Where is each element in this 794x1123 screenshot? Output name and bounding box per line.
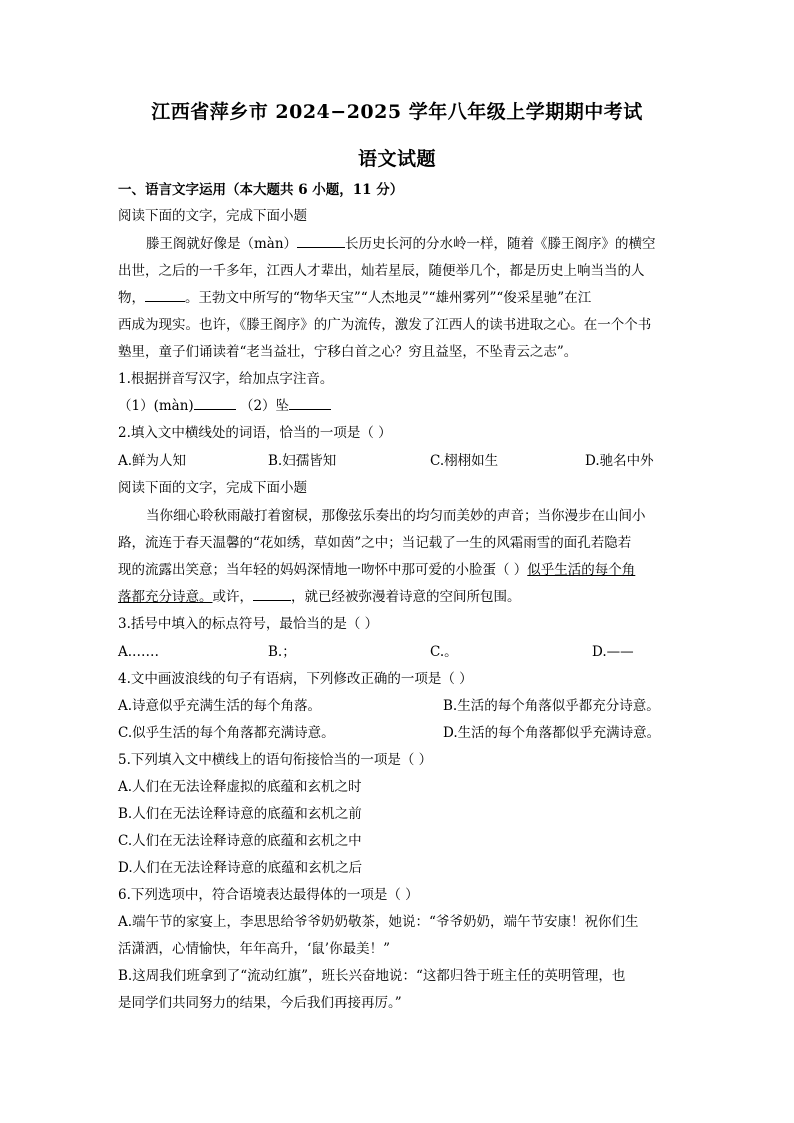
q6-option-a-line2: 活潇洒，心情愉快，年年高升，‘鼠’你最美！” bbox=[118, 941, 390, 957]
q5-option-b: B.人们在无法诠释诗意的底蕴和玄机之前 bbox=[118, 806, 362, 822]
passage1-line3-a: 物， bbox=[118, 290, 145, 306]
passage2-line4 bbox=[118, 588, 678, 606]
passage1-line2: 出世，之后的一千多年，江西人才辈出，灿若星辰，随便举几个，都是历史上响当当的人 bbox=[118, 263, 645, 279]
wavy-underlined-sentence-part1: 似乎生活的每个角 bbox=[527, 562, 636, 578]
passage2-line1: 当你细心聆秋雨敲打着窗棂，那像弦乐奏出的均匀而美妙的声音；当你漫步在山间小 bbox=[146, 508, 646, 524]
passage2-line4-c: ，就已经被弥漫着诗意的空间所包围。 bbox=[291, 589, 521, 605]
q4-option-c: C.似乎生活的每个角落都充满诗意。 bbox=[118, 725, 335, 741]
q5-option-c: C.人们在无法诠释诗意的底蕴和玄机之中 bbox=[118, 833, 362, 849]
q2-option-c: C.栩栩如生 bbox=[430, 453, 499, 469]
passage1-line1 bbox=[146, 235, 678, 253]
wavy-underlined-sentence-part2: 落都充分诗意。 bbox=[118, 589, 213, 605]
q3-option-a: A.…… bbox=[118, 644, 160, 660]
q6-option-a-line1: A.端午节的家宴上，李思思给爷爷奶奶敬茶，她说：“爷爷奶奶，端午节安康！祝你们生 bbox=[118, 914, 639, 930]
q2-option-b: B.妇孺皆知 bbox=[268, 453, 337, 469]
question-6: 6.下列选项中，符合语境表达最得体的一项是（ ） bbox=[118, 887, 419, 903]
reading-instruction-2: 阅读下面的文字，完成下面小题 bbox=[118, 480, 307, 496]
fill-blank bbox=[253, 588, 291, 601]
passage1-line5: 塾里，童子们诵读着“老当益壮，宁移白首之心？穷且益坚，不坠青云之志”。 bbox=[118, 344, 578, 360]
answer-blank bbox=[289, 397, 331, 410]
passage2-line4-b: 或许， bbox=[212, 589, 253, 605]
passage2-line3 bbox=[118, 561, 678, 579]
q3-option-c: C.。 bbox=[430, 644, 458, 660]
q6-option-b-line1: B.这周我们班拿到了“流动红旗”，班长兴奋地说：“这都归咎于班主任的英明管理，也 bbox=[118, 968, 626, 984]
q1-part1-label: （1）(màn) bbox=[118, 398, 194, 414]
exam-title: 江西省萍乡市 2024−2025 学年八年级上学期期中考试 bbox=[151, 101, 643, 123]
passage2-line2: 路，流连于春天温馨的“花如绣，草如茵”之中；当记载了一生的风霜雨雪的面孔若隐若 bbox=[118, 535, 632, 551]
passage1-line3-b: 。王勃文中所写的“物华天宝”“人杰地灵”“雄州雾列”“俊采星驰”在江 bbox=[185, 290, 592, 306]
q1-part2-label: （2）坠 bbox=[239, 398, 290, 414]
q6-option-b-line2: 是同学们共同努力的结果，今后我们再接再厉。” bbox=[118, 995, 402, 1011]
question-1-answers bbox=[118, 397, 678, 415]
passage2-line3-a: 现的流露出笑意；当年轻的妈妈深情地一吻怀中那可爱的小脸蛋（ ） bbox=[118, 562, 528, 578]
q3-option-d: D.—— bbox=[592, 644, 634, 660]
reading-instruction: 阅读下面的文字，完成下面小题 bbox=[118, 208, 307, 224]
question-3: 3.括号中填入的标点符号，最恰当的是（ ） bbox=[118, 616, 379, 632]
q5-option-d: D.人们在无法诠释诗意的底蕴和玄机之后 bbox=[118, 860, 363, 876]
question-1: 1.根据拼音写汉字，给加点字注音。 bbox=[118, 371, 334, 387]
question-2: 2.填入文中横线处的词语，恰当的一项是（ ） bbox=[118, 425, 392, 441]
q5-option-a: A.人们在无法诠释虚拟的底蕴和玄机之时 bbox=[118, 779, 362, 795]
fill-blank bbox=[297, 235, 345, 248]
passage1-line3 bbox=[118, 289, 678, 307]
answer-blank bbox=[194, 397, 236, 410]
passage1-line4: 西成为现实。也许，《滕王阁序》的广为流传，激发了江西人的读书进取之心。在一个个书 bbox=[118, 317, 652, 333]
section-heading: 一、语言文字运用（本大题共 6 小题，11 分） bbox=[118, 182, 404, 198]
q2-option-d: D.驰名中外 bbox=[585, 453, 654, 469]
passage1-line1-b: 长历史长河的分水岭一样，随着《滕王阁序》的横空 bbox=[345, 236, 656, 252]
q4-option-a: A.诗意似乎充满生活的每个角落。 bbox=[118, 698, 322, 714]
q2-option-a: A.鲜为人知 bbox=[118, 453, 187, 469]
passage1-line1-a: 滕王阁就好像是（màn） bbox=[146, 236, 298, 252]
q4-option-b: B.生活的每个角落似乎都充分诗意。 bbox=[443, 698, 660, 714]
question-4: 4.文中画波浪线的句子有语病，下列修改正确的一项是（ ） bbox=[118, 671, 473, 687]
q4-option-d: D.生活的每个角落都似乎充满诗意。 bbox=[443, 725, 661, 741]
q3-option-b: B.； bbox=[268, 644, 296, 660]
question-5: 5.下列填入文中横线上的语句衔接恰当的一项是（ ） bbox=[118, 752, 433, 768]
exam-subtitle: 语文试题 bbox=[357, 148, 436, 170]
fill-blank bbox=[145, 289, 185, 302]
